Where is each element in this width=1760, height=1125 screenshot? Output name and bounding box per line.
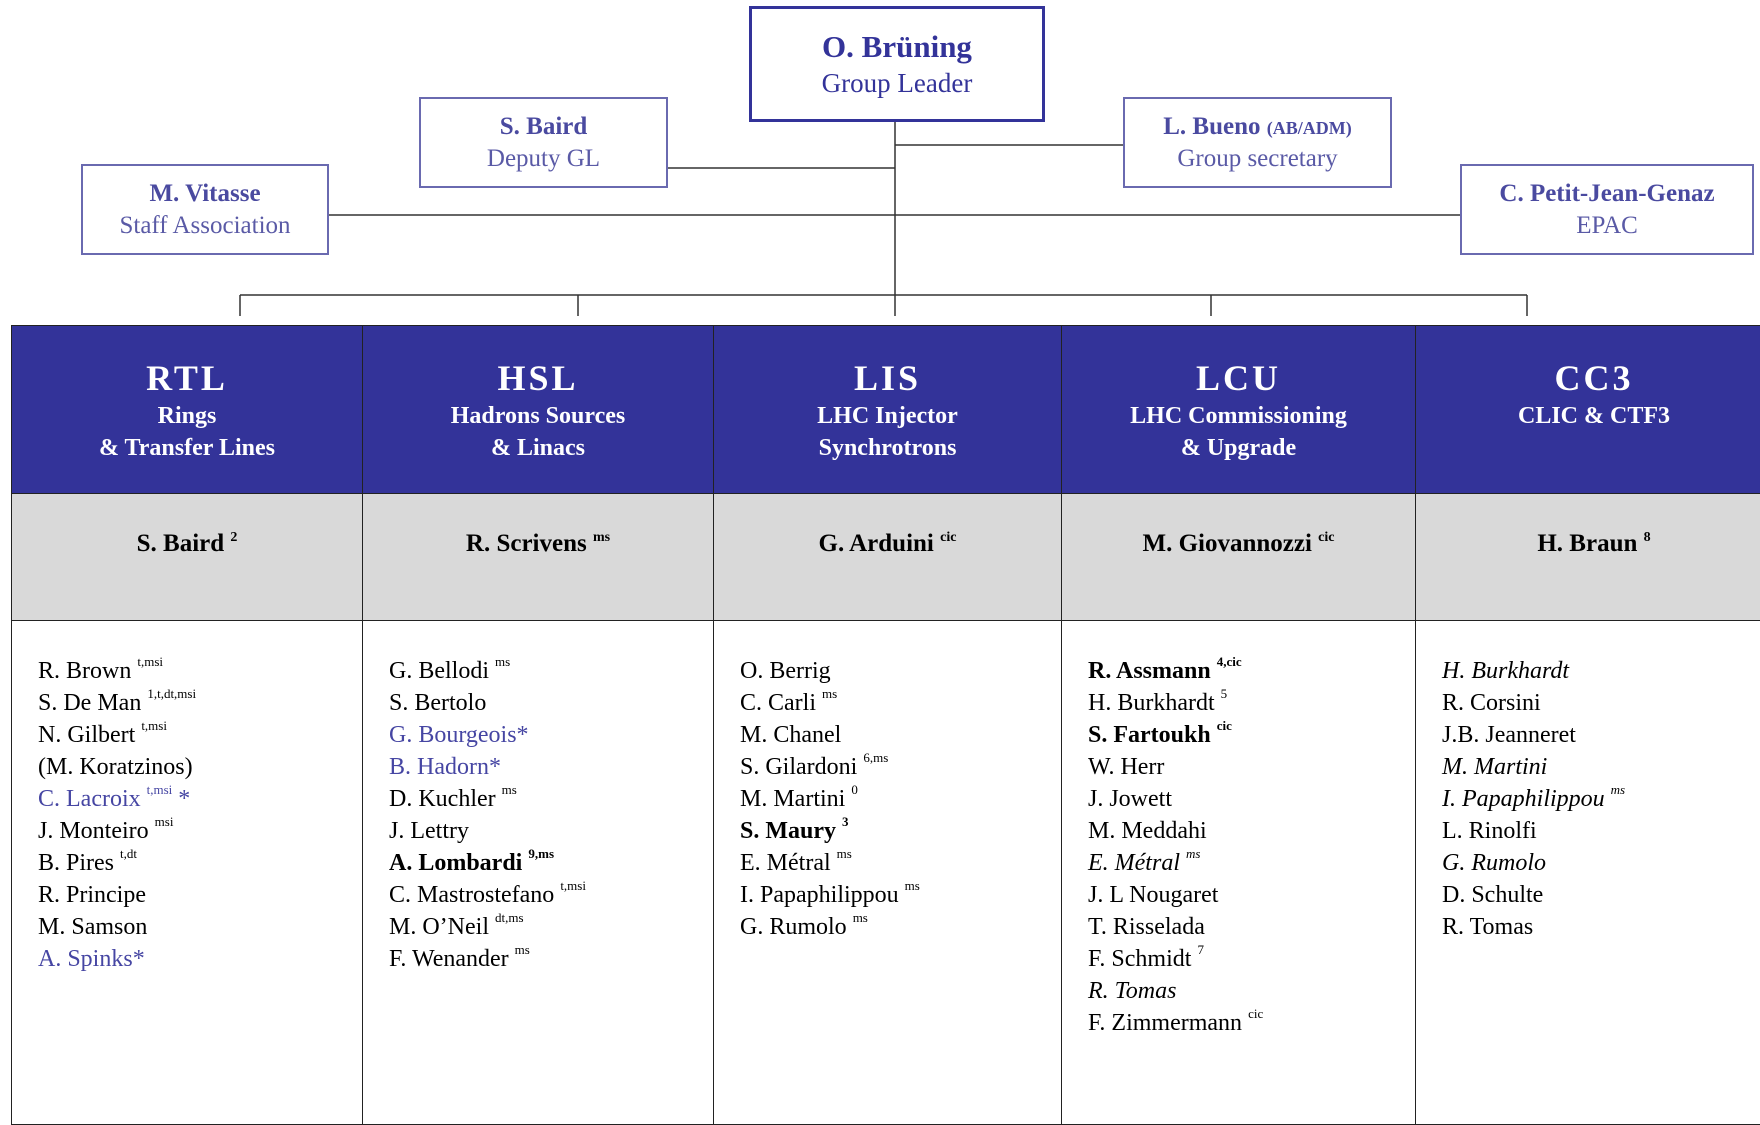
member-item [38,847,362,879]
section-members [363,621,713,975]
group-leader-role: Group Leader [821,67,973,98]
section-title-line-1: Hadrons Sources [450,403,626,429]
member-name: S. Maury [740,818,836,844]
member-name: B. Pires [38,850,115,876]
member-note: ms [1185,846,1201,861]
member-name: S. Fartoukh [1088,722,1211,748]
section-title-line-1: Rings [157,403,217,429]
member-note: msi [154,814,174,829]
member-name: E. Métral [740,850,831,876]
section-title-line-2: & Transfer Lines [98,435,275,461]
member-note: 9,ms [528,846,554,861]
member-name: R. Tomas [1088,978,1177,1004]
section-header [1416,326,1760,494]
member-name: H. Burkhardt [1442,658,1570,684]
member-item [38,879,362,911]
member-item [1088,719,1415,751]
member-item [740,815,1061,847]
section-leader-name: M. Giovannozzi [1142,530,1312,557]
member-name: R. Brown [38,658,132,684]
member-name: F. Zimmermann [1088,1010,1243,1036]
section-leader-name: G. Arduini [818,530,934,557]
section-leader [1062,494,1415,621]
member-name: J.B. Jeanneret [1442,722,1576,748]
member-name: S. Bertolo [389,690,487,716]
member-name: S. De Man [38,690,142,716]
section-header [714,326,1061,494]
member-name: W. Herr [1088,754,1165,780]
section-title [1416,400,1760,432]
member-item [38,687,362,719]
member-item [1442,879,1760,911]
member-name: R. Tomas [1442,914,1534,940]
section-leader [714,494,1061,621]
member-name: B. Hadorn* [389,754,501,780]
member-note: 4,cic [1216,654,1242,669]
member-note: t,dt [120,846,137,861]
member-name: M. Meddahi [1088,818,1207,844]
member-note: 0 [851,782,858,797]
section-code: LIS [853,358,922,398]
member-item [1442,655,1760,687]
member-item [389,815,713,847]
member-name: C. Lacroix [38,786,141,812]
member-name: F. Schmidt [1088,946,1192,972]
member-name: D. Kuchler [389,786,496,812]
member-name: T. Risselada [1088,914,1205,940]
member-note: 5 [1220,686,1228,701]
section-title-line-2: Synchrotrons [818,435,957,461]
member-item [1442,911,1760,943]
section-leader [1416,494,1760,621]
member-suffix: * [172,786,191,812]
member-name: (M. Koratzinos) [38,754,193,780]
section-leader-note: 2 [230,530,238,545]
member-item [1088,655,1415,687]
member-note: 6,ms [863,750,889,765]
member-item [740,687,1061,719]
member-name: C. Carli [740,690,816,716]
member-name: A. Lombardi [389,850,523,876]
member-note: ms [1610,782,1626,797]
section-title [363,400,713,464]
member-item [1442,751,1760,783]
staff-association-box [81,164,329,255]
secretary-dept: (AB/ADM) [1266,118,1352,139]
member-name: L. Rinolfi [1442,818,1537,844]
member-item [1088,911,1415,943]
member-name: J. L Nougaret [1088,882,1219,908]
member-note: cic [1248,1006,1264,1021]
deputy-name: S. Baird [499,113,588,141]
section-title [714,400,1061,464]
staff-association-role: Staff Association [119,211,291,239]
member-item [1442,847,1760,879]
member-item [1088,783,1415,815]
member-item [740,655,1061,687]
deputy-role: Deputy GL [486,144,601,172]
member-name: J. Lettry [389,818,469,844]
member-note: t,msi [141,718,167,733]
member-item [38,655,362,687]
section-code: HSL [497,358,579,398]
member-name: D. Schulte [1442,882,1544,908]
member-note: ms [514,942,530,957]
member-item [1442,687,1760,719]
section-leader-name: S. Baird [136,530,225,557]
member-item [38,943,362,975]
member-item [38,911,362,943]
member-note: dt,ms [494,910,524,925]
secretary-role: Group secretary [1177,144,1338,172]
member-note: ms [836,846,852,861]
member-item [1088,847,1415,879]
section-header [363,326,713,494]
member-item [740,911,1061,943]
member-note: ms [822,686,838,701]
section-leader-name: R. Scrivens [465,530,587,557]
section-header [12,326,362,494]
member-item [389,879,713,911]
member-item [1088,879,1415,911]
member-name: M. O’Neil [389,914,489,940]
member-item [740,751,1061,783]
member-name: G. Bellodi [389,658,489,684]
member-name: N. Gilbert [38,722,136,748]
member-name: S. Gilardoni [740,754,858,780]
member-item [740,783,1061,815]
member-name: R. Assmann [1088,658,1211,684]
member-note: 1,t,dt,msi [147,686,197,701]
section-column-lcu [1062,326,1416,1124]
section-column-cc3 [1416,326,1760,1124]
member-name: I. Papaphilippou [1442,786,1605,812]
member-note: ms [852,910,868,925]
member-name: I. Papaphilippou [740,882,899,908]
section-title-line-2: & Upgrade [1180,435,1297,461]
section-leader-note: 8 [1643,530,1651,545]
section-code: RTL [146,358,228,398]
section-code: CC3 [1554,358,1634,398]
member-item [389,655,713,687]
member-name: J. Monteiro [38,818,149,844]
member-item [1088,815,1415,847]
section-leader [363,494,713,621]
member-note: t,msi [137,654,163,669]
member-name: H. Burkhardt [1088,690,1215,716]
member-note: t,msi [560,878,586,893]
member-name: R. Principe [38,882,146,908]
sections-table [11,325,1760,1125]
section-header [1062,326,1415,494]
member-note: ms [495,654,511,669]
epac-box [1460,164,1754,255]
section-title [12,400,362,464]
member-note: ms [904,878,920,893]
section-leader-name: H. Braun [1537,530,1638,557]
member-item [1442,719,1760,751]
member-note: 7 [1197,942,1204,957]
member-name: G. Bourgeois* [389,722,529,748]
section-members [12,621,362,975]
member-name: A. Spinks* [38,946,145,972]
section-title-line-1: LHC Commissioning [1130,403,1347,429]
member-item [1088,943,1415,975]
member-note: cic [1216,718,1232,733]
section-column-lis [714,326,1062,1124]
staff-association-name: M. Vitasse [149,180,261,208]
member-item [38,719,362,751]
member-item [740,719,1061,751]
member-item [38,751,362,783]
member-item [389,687,713,719]
member-item [1088,751,1415,783]
epac-name: C. Petit-Jean-Genaz [1499,180,1715,208]
member-note: t,msi [146,782,173,797]
member-item [389,751,713,783]
epac-role: EPAC [1576,211,1638,239]
member-item [1442,815,1760,847]
member-name: O. Berrig [740,658,831,684]
section-code: LCU [1195,358,1281,398]
member-note: 3 [842,814,849,829]
member-name: G. Rumolo [740,914,847,940]
section-members [1416,621,1760,943]
section-title-line-1: CLIC & CTF3 [1517,403,1670,429]
member-name: M. Chanel [740,722,842,748]
section-leader-note: cic [1318,530,1335,545]
member-item [1442,783,1760,815]
member-item [38,815,362,847]
group-leader-name: O. Brüning [822,28,972,64]
member-item [389,911,713,943]
member-item [740,847,1061,879]
member-item [740,879,1061,911]
member-item [389,943,713,975]
member-name: R. Corsini [1442,690,1541,716]
member-name: E. Métral [1088,850,1180,876]
member-item [389,847,713,879]
group-leader-box [749,6,1045,122]
secretary-name: L. Bueno [1163,113,1261,141]
section-column-rtl [12,326,363,1124]
member-item [389,719,713,751]
section-members [1062,621,1415,1039]
section-leader [12,494,362,621]
section-column-hsl [363,326,714,1124]
member-note: ms [501,782,517,797]
member-name: M. Martini [740,786,846,812]
member-item [1088,975,1415,1007]
deputy-box [419,97,668,188]
member-name: J. Jowett [1088,786,1172,812]
member-name: M. Samson [38,914,148,940]
member-item [389,783,713,815]
member-name: M. Martini [1442,754,1548,780]
member-name: G. Rumolo [1442,850,1546,876]
section-leader-note: cic [940,530,957,545]
member-item [38,783,362,815]
member-item [1088,1007,1415,1039]
section-title-line-2: & Linacs [490,435,585,461]
section-members [714,621,1061,943]
section-title-line-1: LHC Injector [817,403,958,429]
secretary-box [1123,97,1392,188]
section-leader-note: ms [592,530,611,545]
member-item [1088,687,1415,719]
member-name: C. Mastrostefano [389,882,555,908]
section-title [1062,400,1415,464]
member-name: F. Wenander [389,946,509,972]
